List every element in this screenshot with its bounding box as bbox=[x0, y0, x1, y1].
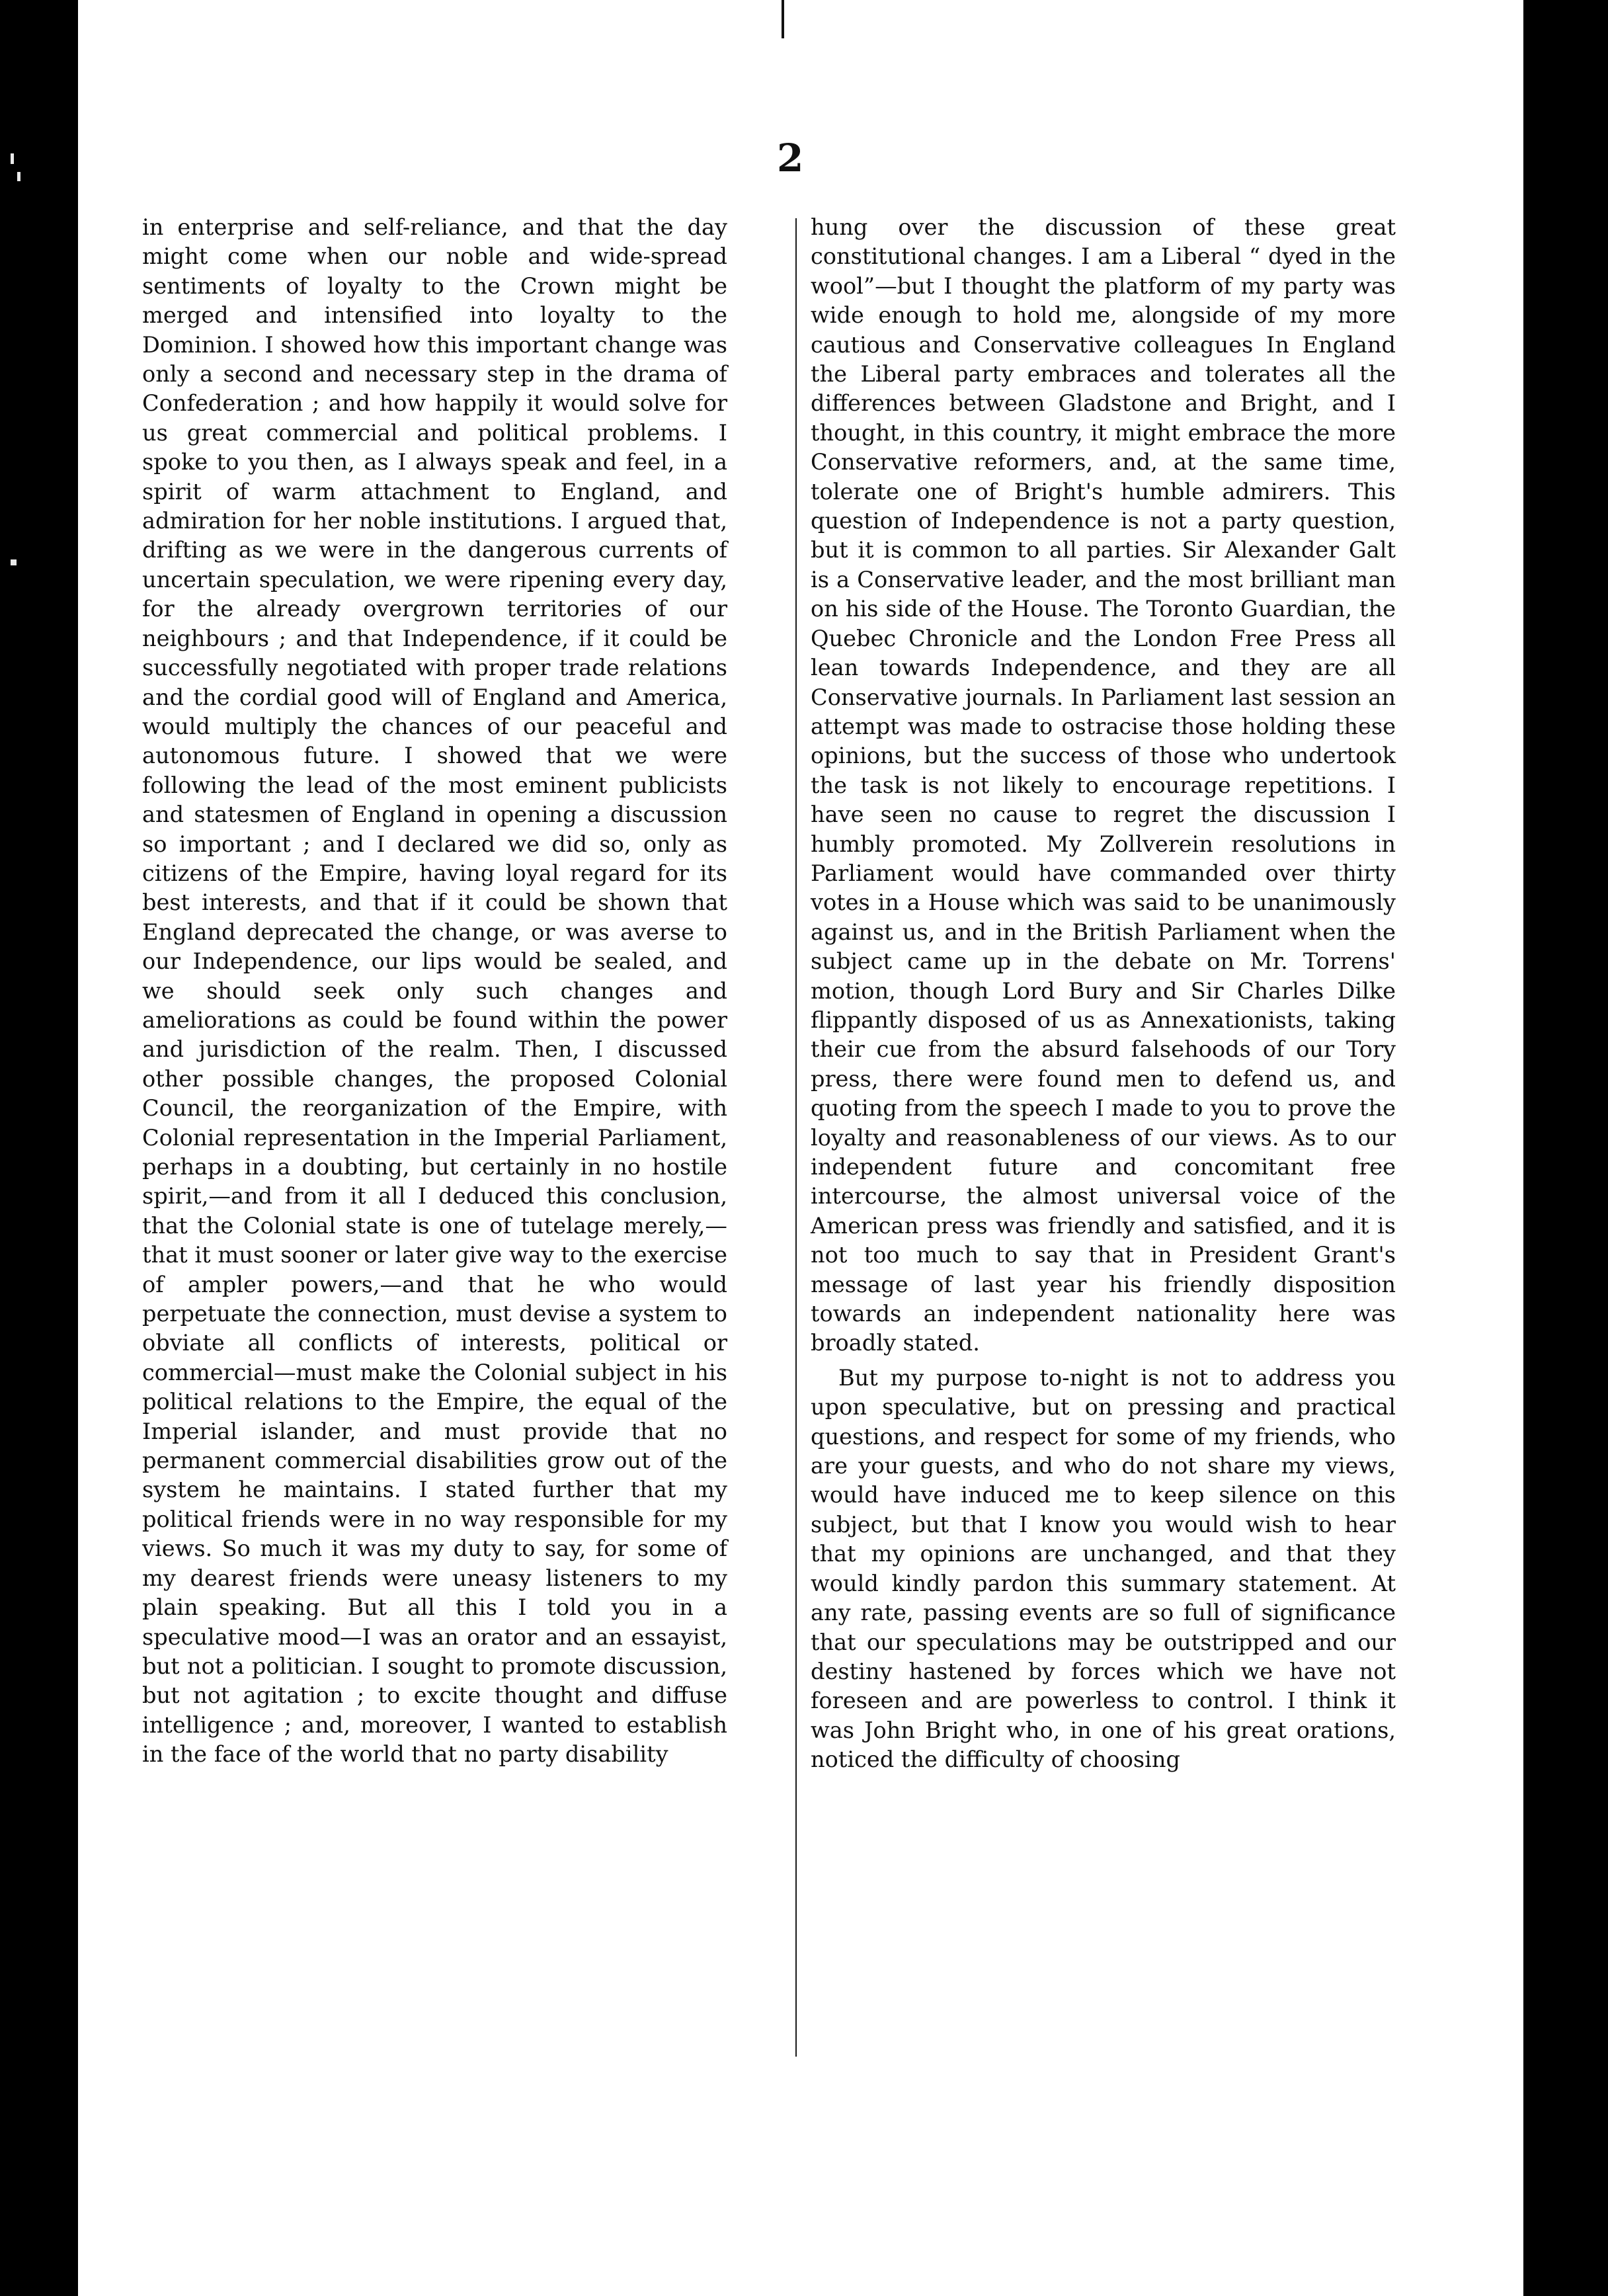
page-spine-edge bbox=[1506, 0, 1523, 2296]
text-column-left bbox=[142, 213, 727, 1770]
text-column-right bbox=[811, 213, 1396, 1775]
page-top-tick bbox=[782, 0, 784, 38]
margin-mark bbox=[11, 153, 14, 164]
page-number: 2 bbox=[777, 136, 804, 181]
paragraph: in enterprise and self-reliance, and that the day might come when our noble and wide-spread sentiments of loyalty to the Crown might be merged and intensified into loyalty to the Dominion. I showed how this important change was only a second and necessary step in the drama of Confederation ; and how happily it would solve for us great commercial and political problems. I spoke to you then, as I always speak and feel, in a spirit of warm attachment to England, and admiration for her noble institutions. I argued that, drifting as we were in the dangerous currents of uncertain speculation, we were ripening every day, for the already overgrown territories of our neighbours ; and that Independence, if it could be successfully negotiated with proper trade relations and the cordial good will of England and America, would multiply the chances of our peaceful and autonomous future. I showed that we were following the lead of the most eminent publicists and statesmen of England in opening a discussion so important ; and I declared we did so, only as citizens of the Empire, having loyal regard for its best interests, and that if it could be shown that England deprecated the change, or was averse to our Independence, our lips would be sealed, and we should seek only such changes and ameliorations as could be found within the power and jurisdiction of the realm. Then, I discussed other possible changes, the proposed Colonial Council, the reorganization of the Empire, with Colonial representation in the Imperial Parliament, perhaps in a doubting, but certainly in no hostile spirit,—and from it all I deduced this conclusion, that the Colonial state is one of tutelage merely,—that it must sooner or later give way to the exercise of ampler powers,—and that he who would perpetuate the connection, must devise a system to obviate all conflicts of interests, political or commercial—must make the Colonial subject in his political relations to the Empire, the equal of the Imperial islander, and must provide that no permanent commercial disabilities grow out of the system he maintains. I stated further that my political friends were in no way responsible for my views. So much it was my duty to say, for some of my dearest friends were uneasy listeners to my plain speaking. But all this I told you in a speculative mood—I was an orator and an essayist, but not a politician. I sought to promote discussion, but not agitation ; to excite thought and diffuse intelligence ; and, moreover, I wanted to establish in the face of the world that no party disability bbox=[142, 214, 727, 1768]
column-divider bbox=[795, 218, 797, 2057]
paragraph: hung over the discussion of these great constitutional changes. I am a Liberal “ dyed in the wool”—but I thought the platform of my party was wide enough to hold me, alongside of my more cautious and Conservative colleagues In England the Liberal party embraces and tolerates all the differences between Gladstone and Bright, and I thought, in this country, it might embrace the more Conservative reformers, and, at the same time, tolerate one of Bright's humble admirers. This question of Independence is not a party question, but it is common to all parties. Sir Alexander Galt is a Conservative leader, and the most brilliant man on his side of the House. The Toronto Guardian, the Quebec Chronicle and the London Free Press all lean towards Independence, and they are all Conservative journals. In Parliament last session an attempt was made to ostracise those holding these opinions, but the success of those who undertook the task is not likely to encourage repetitions. I have seen no cause to regret the discussion I humbly promoted. My Zollverein resolutions in Parliament would have commanded over thirty votes in a House which was said to be unanimously against us, and in the British Parliament when the subject came up in the debate on Mr. Torrens' motion, though Lord Bury and Sir Charles Dilke flippantly disposed of us as Annexationists, taking their cue from the absurd falsehoods of our Tory press, there were found men to defend us, and quoting from the speech I made to you to prove the loyalty and reasonableness of our views. As to our independent future and concomitant free intercourse, the almost universal voice of the American press was friendly and satisfied, and it is not too much to say that in President Grant's message of last year his friendly disposition towards an independent nationality here was broadly stated. bbox=[811, 214, 1396, 1356]
paragraph: But my purpose to-night is not to address you upon speculative, but on pressing and practical questions, and respect for some of my friends, who are your guests, and who do not share my views, would have induced me to keep silence on this subject, but that I know you would wish to hear that my opinions are unchanged, and that they would kindly pardon this summary statement. At any rate, passing events are so full of significance that our speculations may be outstripped and our destiny hastened by forces which we have not foreseen and are powerless to control. I think it was John Bright who, in one of his great orations, noticed the difficulty of choosing bbox=[811, 1364, 1396, 1773]
margin-mark bbox=[17, 172, 20, 181]
margin-mark bbox=[11, 559, 17, 565]
